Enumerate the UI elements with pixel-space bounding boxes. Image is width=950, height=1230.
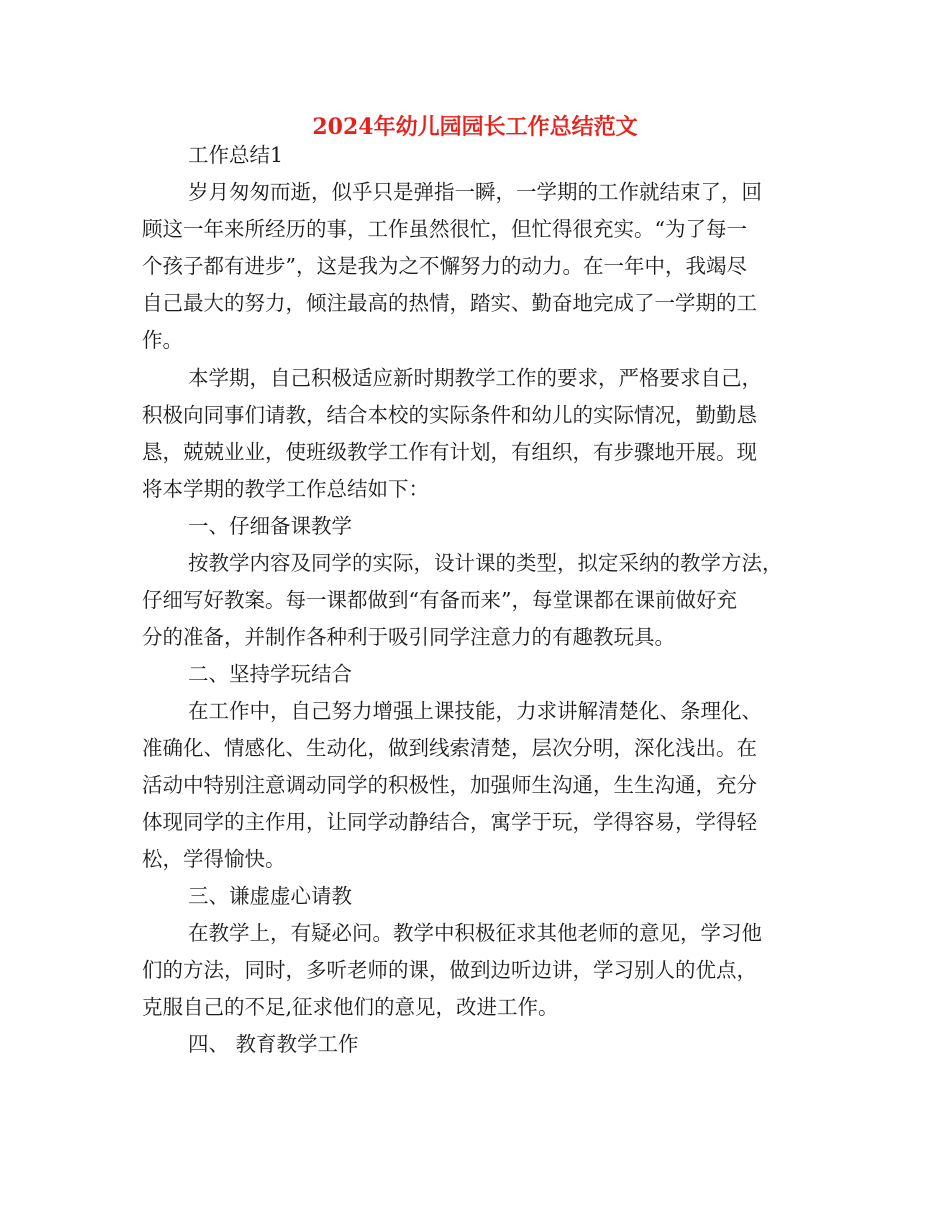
paragraph-line: 顾这一年来所经历的事，工作虽然很忙，但忙得很充实。“为了每一 (142, 217, 747, 241)
paragraph-line: 松，学得愉快。 (142, 847, 286, 871)
paragraph-line: 自己最大的努力，倾注最高的热情，踏实、勤奋地完成了一学期的工 (142, 291, 757, 315)
paragraph-line: 克服自己的不足,征求他们的意见，改进工作。 (142, 995, 559, 1019)
section-heading-2: 二、坚持学玩结合 (188, 662, 352, 686)
paragraph-line: 作。 (142, 328, 183, 352)
paragraph-line: 准确化、情感化、生动化，做到线索清楚，层次分明，深化浅出。在 (142, 736, 757, 760)
paragraph-line: 本学期，自己积极适应新时期教学工作的要求，严格要求自己， (188, 366, 762, 390)
paragraph-line: 将本学期的教学工作总结如下： (142, 477, 429, 501)
section-heading-4: 四、 教育教学工作 (188, 1032, 359, 1056)
paragraph-line: 在教学上，有疑必问。教学中积极征求其他老师的意见，学习他 (188, 921, 762, 945)
paragraph-line: 活动中特别注意调动同学的积极性，加强师生沟通，生生沟通，充分 (142, 773, 757, 797)
section-heading-1: 一、仔细备课教学 (188, 514, 352, 538)
paragraph-line: 分的准备，并制作各种利于吸引同学注意力的有趣教玩具。 (142, 625, 675, 649)
paragraph-line: 在工作中，自己努力增强上课技能，力求讲解清楚化、条理化、 (188, 699, 762, 723)
paragraph-line: 个孩子都有进步”，这是我为之不懈努力的动力。在一年中，我竭尽 (142, 254, 747, 278)
paragraph-line: 们的方法，同时，多听老师的课，做到边听边讲，学习别人的优点， (142, 958, 757, 982)
paragraph-line: 恳，兢兢业业，使班级教学工作有计划，有组织，有步骤地开展。现 (142, 440, 757, 464)
section-heading-3: 三、谦虚虚心请教 (188, 884, 352, 908)
section-heading-summary-1: 工作总结1 (188, 143, 284, 167)
paragraph-line: 岁月匆匆而逝，似乎只是弹指一瞬，一学期的工作就结束了，回 (188, 180, 762, 204)
paragraph-line: 仔细写好教案。每一课都做到“有备而来”，每堂课都在课前做好充 (142, 588, 737, 612)
paragraph-line: 按教学内容及同学的实际，设计课的类型，拟定采纳的教学方法， (188, 551, 783, 575)
document-title: 2024年幼儿园园长工作总结范文 (312, 114, 638, 140)
paragraph-line: 体现同学的主作用，让同学动静结合，寓学于玩，学得容易，学得轻 (142, 810, 757, 834)
paragraph-line: 积极向同事们请教，结合本校的实际条件和幼儿的实际情况，勤勤恳 (142, 403, 757, 427)
